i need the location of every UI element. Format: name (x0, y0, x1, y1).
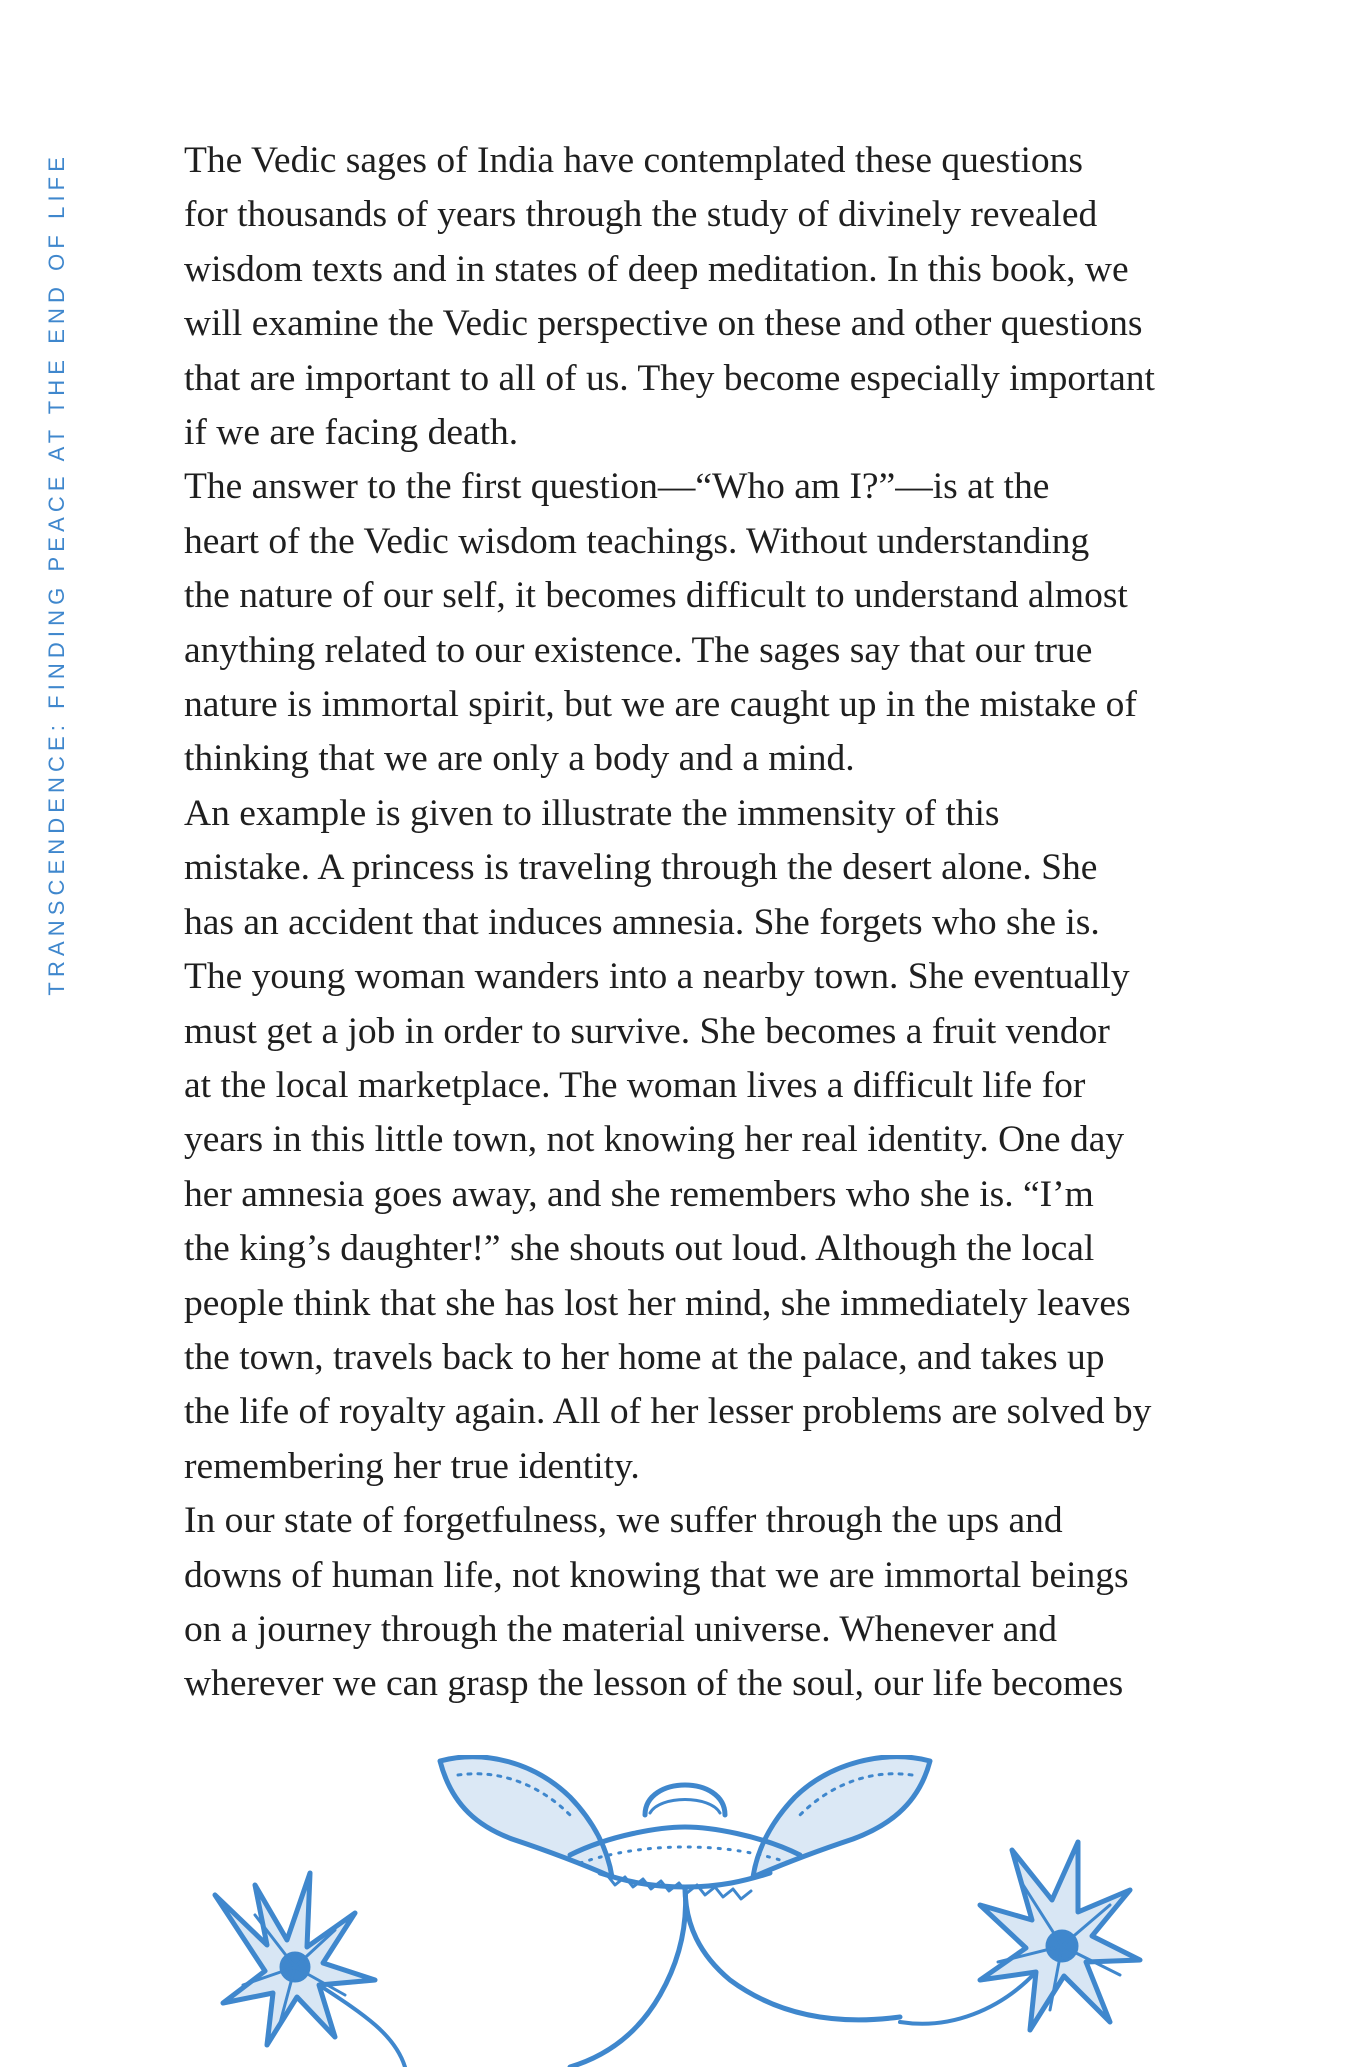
text-line: heart of the Vedic wisdom teachings. Without understanding (184, 520, 1090, 562)
text-line: mistake. A princess is traveling through the desert alone. She (184, 847, 1098, 889)
right-flower (900, 1842, 1140, 2030)
text-line: remembering her true identity. (184, 1445, 640, 1487)
body-text (127, 134, 1277, 1712)
text-line: The young woman wanders into a nearby town. She eventually (184, 956, 1130, 998)
text-line: must get a job in order to survive. She becomes a fruit vendor (184, 1010, 1110, 1052)
text-line: years in this little town, not knowing her real identity. One day (184, 1119, 1125, 1161)
text-line: the king’s daughter!” she shouts out loud. Although the local (184, 1228, 1095, 1270)
text-line: The Vedic sages of India have contemplated these questions (184, 140, 1084, 181)
text-line: at the local marketplace. The woman lives a difficult life for (184, 1064, 1086, 1106)
running-head (40, 152, 74, 1047)
text-line: on a journey through the material universe. Whenever and (184, 1608, 1057, 1650)
lotus-wing-motif (440, 1757, 930, 2067)
paragraph (127, 787, 1277, 1494)
text-line: people think that she has lost her mind, she immediately leaves (184, 1282, 1131, 1324)
text-line: thinking that we are only a body and a mind. (184, 738, 855, 780)
paragraph (127, 134, 1277, 460)
running-head-text: TRANSCENDENCE: FINDING PEACE AT THE END OF LIFE (44, 152, 69, 996)
text-line: An example is given to illustrate the immensity of this (184, 792, 1000, 834)
text-line: has an accident that induces amnesia. She forgets who she is. (184, 901, 1100, 943)
text-line: for thousands of years through the study of divinely revealed (184, 194, 1098, 236)
text-line: the nature of our self, it becomes difficult to understand almost (184, 575, 1128, 617)
text-line: anything related to our existence. The sages say that our true (184, 629, 1093, 671)
paragraph (127, 460, 1277, 786)
text-line: downs of human life, not knowing that we are immortal beings (184, 1554, 1129, 1596)
left-flower (215, 1873, 405, 2067)
text-line: The answer to the first question—“Who am I?”—is at the (184, 466, 1050, 508)
text-line: wisdom texts and in states of deep meditation. In this book, we (184, 248, 1129, 290)
text-line: that are important to all of us. They become especially important (184, 357, 1155, 399)
paragraph (127, 1494, 1277, 1712)
text-line: nature is immortal spirit, but we are caught up in the mistake of (184, 684, 1137, 726)
text-line: wherever we can grasp the lesson of the soul, our life becomes (184, 1663, 1124, 1705)
floral-ornament (140, 1755, 1230, 2067)
text-line: will examine the Vedic perspective on these and other questions (184, 303, 1143, 345)
text-line: her amnesia goes away, and she remembers who she is. “I’m (184, 1173, 1094, 1215)
text-line: In our state of forgetfulness, we suffer through the ups and (184, 1500, 1063, 1542)
text-line: if we are facing death. (184, 412, 519, 454)
text-line: the town, travels back to her home at the palace, and takes up (184, 1336, 1105, 1378)
text-line: the life of royalty again. All of her lesser problems are solved by (184, 1391, 1152, 1433)
